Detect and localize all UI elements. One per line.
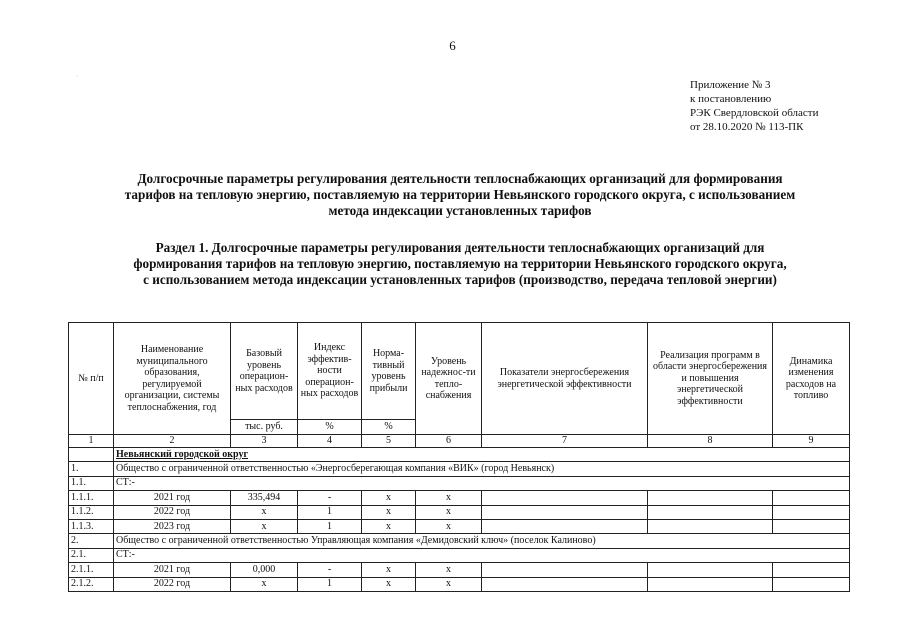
reliability-level: х	[416, 577, 482, 591]
row-year: 2022 год	[114, 505, 231, 519]
row-number: 1.1.1.	[69, 491, 114, 505]
row-number: 2.1.2.	[69, 577, 114, 591]
efficiency-index: 1	[298, 519, 362, 533]
row-year: 2022 год	[114, 577, 231, 591]
unit-cell: %	[362, 420, 416, 435]
base-opex: х	[231, 505, 298, 519]
header-cell: Уровень надежнос-ти тепло-снабжения	[416, 323, 482, 435]
profit-level: х	[362, 491, 416, 505]
efficiency-index: -	[298, 563, 362, 577]
row-number: 2.1.1.	[69, 563, 114, 577]
header-cell: Норма-тивный уровень прибыли	[362, 323, 416, 420]
reliability-level: х	[416, 491, 482, 505]
column-number: 4	[298, 435, 362, 448]
table-row	[69, 491, 850, 505]
section-title	[60, 240, 860, 288]
column-number-row	[69, 435, 850, 448]
reliability-level: х	[416, 563, 482, 577]
header-cell: Базовый уровень операцион-ных расходов	[231, 323, 298, 420]
row-number: 1.1.3.	[69, 519, 114, 533]
row-year: 2023 год	[114, 519, 231, 533]
org-number: 2.	[69, 534, 114, 548]
org-number: 1.	[69, 462, 114, 476]
row-year: 2021 год	[114, 563, 231, 577]
title-line: Раздел 1. Долгосрочные параметры регулирования деятельности теплоснабжающих организаций для	[155, 240, 765, 255]
appendix-line: Приложение № 3	[690, 79, 771, 91]
header-cell: Реализация программ в области энергосбережения и повышения энергетической эффективности	[648, 323, 773, 435]
district-name: Невьянский городской округ	[114, 448, 850, 462]
parameters-table	[68, 322, 850, 592]
main-title	[60, 171, 860, 219]
efficiency-index: -	[298, 491, 362, 505]
title-line: с использованием метода индексации установленных тарифов (производство, передача тепловой энергии)	[143, 272, 777, 287]
header-cell: Индекс эффектив-ности операцион-ных расходов	[298, 323, 362, 420]
table-row	[69, 577, 850, 591]
column-number: 2	[114, 435, 231, 448]
column-number: 1	[69, 435, 114, 448]
base-opex: 335,494	[231, 491, 298, 505]
system-row	[69, 548, 850, 562]
appendix-line: к постановлению	[690, 93, 772, 105]
efficiency-index: 1	[298, 577, 362, 591]
reliability-level: х	[416, 519, 482, 533]
table-row	[69, 563, 850, 577]
column-number: 8	[648, 435, 773, 448]
unit-cell: тыс. руб.	[231, 420, 298, 435]
system-number: 1.1.	[69, 476, 114, 490]
org-name: Общество с ограниченной ответственностью Управляющая компания «Демидовский ключ» (поселок Калиново)	[114, 534, 850, 548]
table-header-row	[69, 323, 850, 420]
column-number: 6	[416, 435, 482, 448]
reliability-level: х	[416, 505, 482, 519]
row-number: 1.1.2.	[69, 505, 114, 519]
system-name: СТ:-	[114, 476, 850, 490]
profit-level: х	[362, 563, 416, 577]
org-name: Общество с ограниченной ответственностью «Энергосберегающая компания «ВИК» (город Невьянск)	[114, 462, 850, 476]
row-year: 2021 год	[114, 491, 231, 505]
system-name: СТ:-	[114, 548, 850, 562]
appendix-line: от 28.10.2020 № 113-ПК	[690, 121, 804, 133]
title-line: Долгосрочные параметры регулирования деятельности теплоснабжающих организаций для формирования	[137, 171, 783, 186]
column-number: 5	[362, 435, 416, 448]
table-row	[69, 519, 850, 533]
column-number: 9	[773, 435, 850, 448]
efficiency-index: 1	[298, 505, 362, 519]
column-number: 7	[482, 435, 648, 448]
base-opex: х	[231, 519, 298, 533]
base-opex: х	[231, 577, 298, 591]
column-number: 3	[231, 435, 298, 448]
title-line: метода индексации установленных тарифов	[328, 203, 592, 218]
appendix-line: РЭК Свердловской области	[690, 107, 819, 119]
title-line: тарифов на тепловую энергию, поставляемую на территории Невьянского городского округа, с использованием	[124, 187, 796, 202]
profit-level: х	[362, 519, 416, 533]
header-cell: Показатели энергосбережения энергетической эффективности	[482, 323, 648, 435]
org-row	[69, 534, 850, 548]
header-cell: Наименование муниципального образования, регулируемой организации, системы теплоснабжения, год	[114, 323, 231, 435]
org-row	[69, 462, 850, 476]
header-cell: Динамика изменения расходов на топливо	[773, 323, 850, 435]
district-row	[69, 448, 850, 462]
unit-cell: %	[298, 420, 362, 435]
system-number: 2.1.	[69, 548, 114, 562]
table-row	[69, 505, 850, 519]
appendix-block	[690, 78, 818, 134]
page-number: 6	[449, 38, 456, 53]
title-line: формирования тарифов на тепловую энергию, поставляемую на территории Невьянского городского округа,	[133, 256, 787, 271]
scan-dot: ·	[76, 74, 78, 80]
header-cell: № п/п	[69, 323, 114, 435]
system-row	[69, 476, 850, 490]
profit-level: х	[362, 505, 416, 519]
profit-level: х	[362, 577, 416, 591]
base-opex: 0,000	[231, 563, 298, 577]
